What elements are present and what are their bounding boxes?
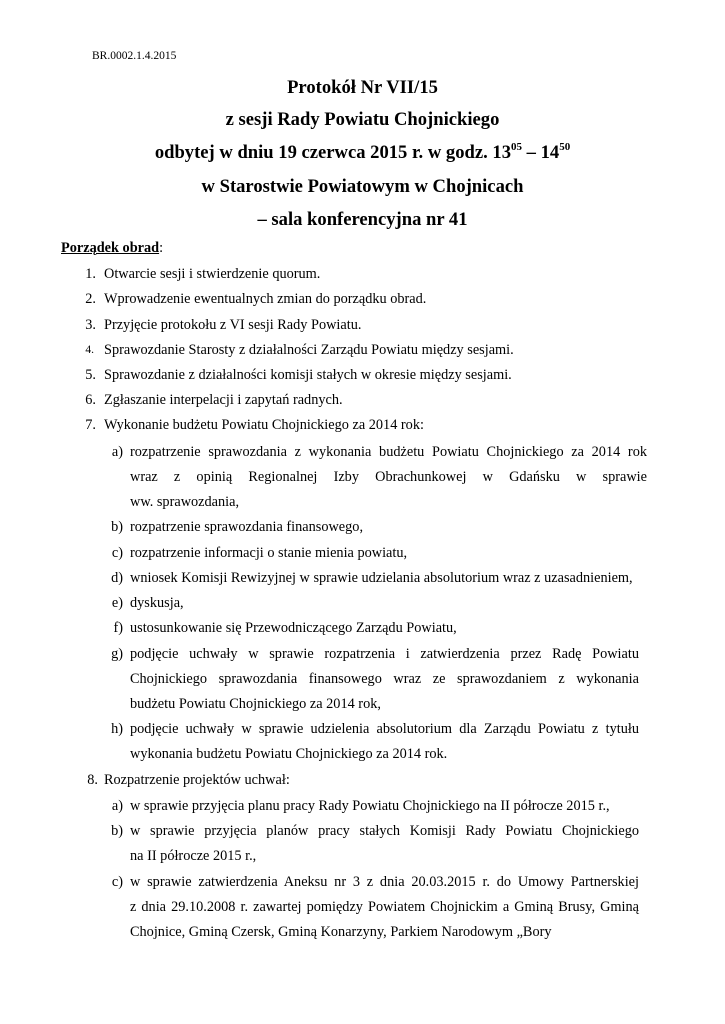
- sub-item-line: Chojnickiego sprawozdania finansowego wraz ze sprawozdaniem z wykonania: [130, 671, 639, 687]
- date-text: odbytej w dniu 19 czerwca 2015 r. w godz. 13: [154, 142, 511, 163]
- list-item: Rozpatrzenie projektów uchwał:: [104, 772, 290, 788]
- sub-item-line: w sprawie zatwierdzenia Aneksu nr 3 z dnia 20.03.2015 r. do Umowy Partnerskiej: [130, 874, 639, 890]
- sub-item-line: budżetu Powiatu Chojnickiego za 2014 rok,: [130, 696, 381, 712]
- list-item-number: 5.: [85, 367, 96, 383]
- sub-item-line: na II półrocze 2015 r.,: [130, 848, 257, 864]
- session-subtitle: z sesji Rady Powiatu Chojnickiego: [225, 109, 500, 130]
- sub-item-line: w sprawie przyjęcia planów pracy stałych Komisji Rady Powiatu Chojnickiego: [130, 823, 639, 839]
- list-item-number: 6.: [85, 392, 96, 408]
- session-room: – sala konferencyjna nr 41: [257, 209, 468, 230]
- sub-item-line: Chojnice, Gminą Czersk, Gminą Konarzyny, Parkiem Narodowym „Bory: [130, 924, 552, 940]
- sub-item-label: f): [113, 620, 123, 636]
- list-item: Wykonanie budżetu Powiatu Chojnickiego za 2014 rok:: [104, 417, 424, 433]
- list-item-number: 8.: [87, 772, 98, 788]
- sub-item-line: w sprawie przyjęcia planu pracy Rady Powiatu Chojnickiego na II półrocze 2015 r.,: [130, 798, 610, 814]
- sub-item-label: a): [111, 444, 123, 460]
- list-item: Sprawozdanie Starosty z działalności Zarządu Powiatu między sesjami.: [104, 342, 514, 358]
- list-item: Przyjęcie protokołu z VI sesji Rady Powiatu.: [104, 317, 362, 333]
- list-item: Wprowadzenie ewentualnych zmian do porządku obrad.: [104, 291, 427, 307]
- sub-item-line: dyskusja,: [130, 595, 184, 611]
- sub-item-line: rozpatrzenie informacji o stanie mienia powiatu,: [130, 545, 408, 561]
- list-item: Sprawozdanie z działalności komisji stałych w okresie między sesjami.: [104, 367, 512, 383]
- list-item-number: 4.: [85, 344, 94, 356]
- start-minutes: 05: [511, 141, 522, 153]
- sub-item-line: rozpatrzenie sprawozdania finansowego,: [130, 519, 364, 535]
- sub-item-label: a): [111, 798, 123, 814]
- list-item: Otwarcie sesji i stwierdzenie quorum.: [104, 266, 321, 282]
- sub-item-line: wniosek Komisji Rewizyjnej w sprawie udzielania absolutorium wraz z uzasadnieniem,: [130, 570, 633, 586]
- list-item-number: 1.: [85, 266, 96, 282]
- sub-item-label: e): [111, 595, 123, 611]
- sub-item-label: b): [111, 519, 123, 535]
- end-minutes: 50: [559, 141, 571, 153]
- sub-item-line: podjęcie uchwały w sprawie udzielenia absolutorium dla Zarządu Powiatu z tytułu: [130, 721, 639, 737]
- sub-item-line: rozpatrzenie sprawozdania z wykonania budżetu Powiatu Chojnickiego za 2014 rok: [130, 444, 647, 460]
- list-item-number: 3.: [85, 317, 96, 333]
- sub-item-label: h): [111, 721, 123, 737]
- time-dash: – 14: [522, 142, 560, 163]
- sub-item-line: ww. sprawozdania,: [130, 494, 240, 510]
- list-item: Zgłaszanie interpelacji i zapytań radnych.: [104, 392, 343, 408]
- sub-item-line: z dnia 29.10.2008 r. zawartej pomiędzy Powiatem Chojnickim a Gminą Brusy, Gminą: [130, 899, 639, 915]
- agenda-heading: [61, 240, 163, 257]
- agenda-heading-text: Porządek obrad: [61, 240, 160, 256]
- document-reference: BR.0002.1.4.2015: [92, 50, 177, 62]
- sub-item-line: wykonania budżetu Powiatu Chojnickiego za 2014 rok.: [130, 746, 448, 762]
- sub-item-line: wraz z opinią Regionalnej Izby Obrachunkowej w Gdańsku w sprawie: [130, 469, 647, 485]
- sub-item-line: podjęcie uchwały w sprawie rozpatrzenia i zatwierdzenia przez Radę Powiatu: [130, 646, 639, 662]
- sub-item-label: g): [111, 646, 123, 662]
- sub-item-label: d): [111, 570, 123, 586]
- protocol-title: Protokół Nr VII/15: [287, 77, 438, 98]
- agenda-heading-colon: :: [159, 240, 164, 256]
- sub-item-label: b): [111, 823, 123, 839]
- sub-item-label: c): [111, 545, 123, 561]
- sub-item-label: c): [111, 874, 123, 890]
- list-item-number: 2.: [85, 291, 96, 307]
- sub-item-line: ustosunkowanie się Przewodniczącego Zarządu Powiatu,: [130, 620, 457, 636]
- list-item-number: 7.: [85, 417, 96, 433]
- session-location: w Starostwie Powiatowym w Chojnicach: [201, 176, 524, 197]
- session-date-time: [60, 143, 665, 163]
